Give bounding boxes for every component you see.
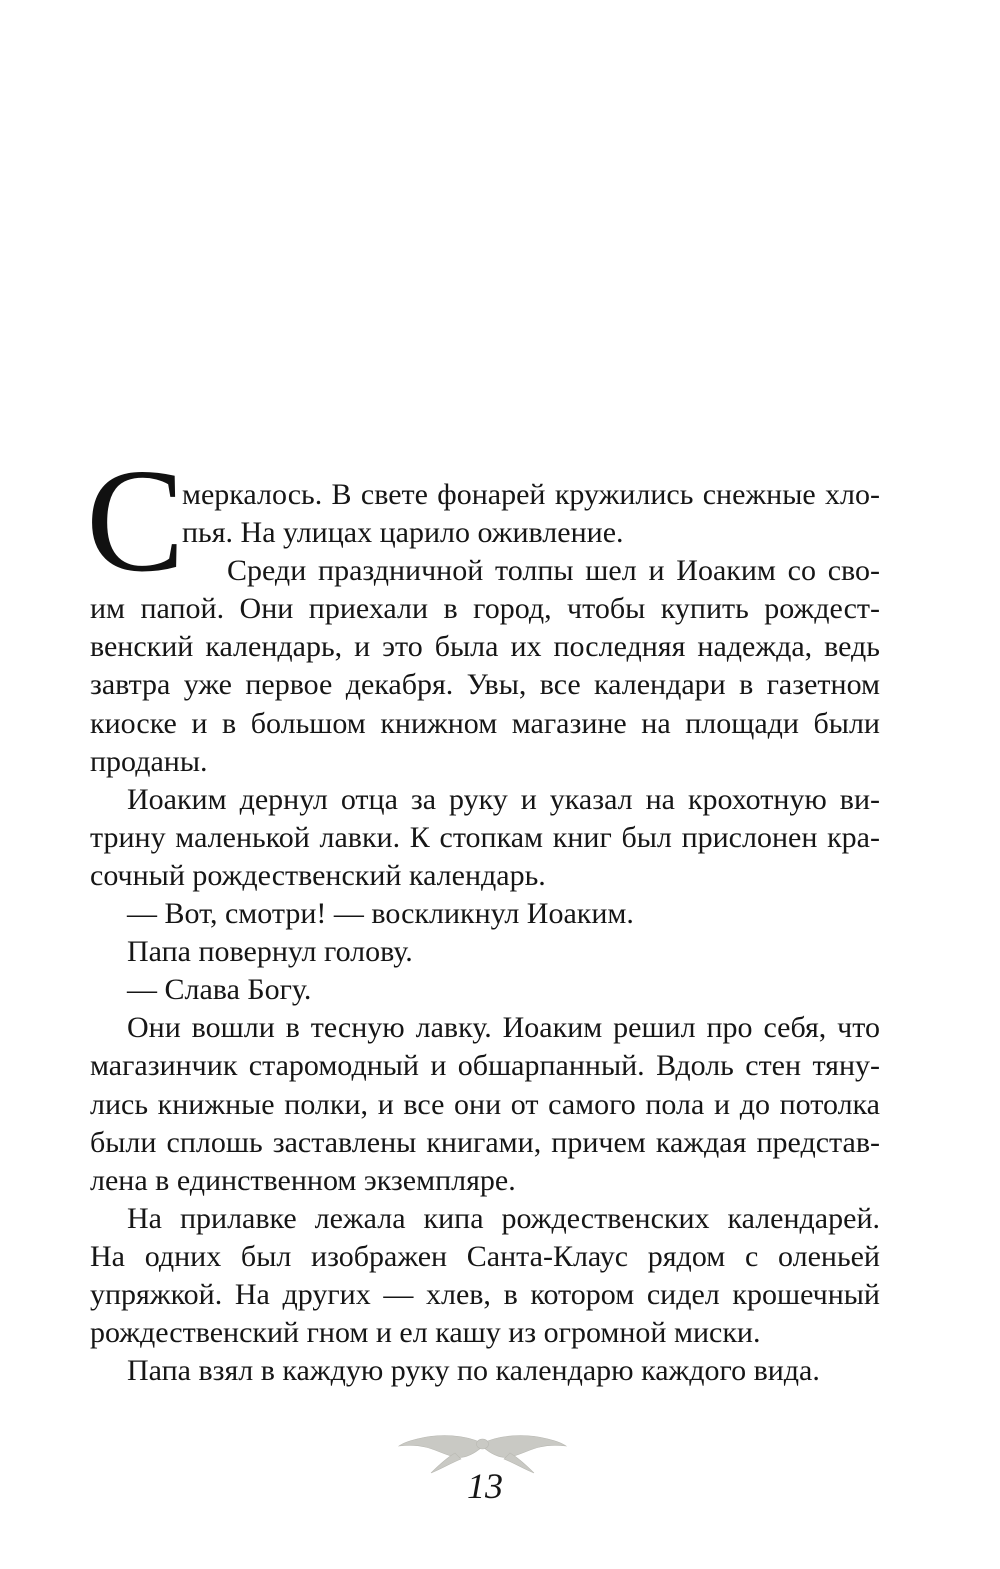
text-line: Они вошли в тесную лавку. Иоаким решил про себя, что [127, 1011, 880, 1045]
text-line: На прилавке лежала кипа рождественских календарей. [127, 1201, 880, 1235]
text-line: венский календарь, и это была их последняя надежда, ведь [90, 630, 880, 664]
page-number: 13 [467, 1466, 503, 1506]
text-line: На одних был изображен Санта-Клаус рядом с оленьей [90, 1239, 880, 1273]
text-line: трину маленькой лавки. К стопкам книг был прислонен кра- [90, 820, 880, 854]
text-line: меркалось. В свете фонарей кружились снежные хло- [182, 478, 880, 511]
text-line: рождественский гном и ел кашу из огромной миски. [90, 1316, 761, 1350]
text-line: лись книжные полки, и все они от самого пола и до потолка [90, 1087, 880, 1121]
text-line: Среди праздничной толпы шел и Иоаким со сво- [227, 554, 880, 588]
drop-cap: С [86, 439, 185, 603]
text-line: сочный рождественский календарь. [90, 858, 546, 892]
text-line: Папа взял в каждую руку по календарю каждого вида. [127, 1354, 820, 1388]
text-line: Папа повернул голову. [127, 935, 413, 969]
text-line: киоске и в большом книжном магазине на площади были [90, 706, 880, 740]
text-line: завтра уже первое декабря. Увы, все календари в газетном [90, 668, 880, 702]
text-line: упряжкой. На других — хлев, в котором сидел крошечный [90, 1277, 880, 1311]
text-line: Иоаким дернул отца за руку и указал на крохотную ви- [127, 782, 880, 816]
text-line: — Слава Богу. [127, 973, 312, 1007]
body-text [90, 476, 880, 1390]
text-line: лена в единственном экземпляре. [90, 1163, 516, 1197]
text-line: были сплошь заставлены книгами, причем каждая представ- [90, 1125, 880, 1159]
text-line: проданы. [90, 744, 208, 778]
text-line: магазинчик старомодный и обшарпанный. Вдоль стен тяну- [90, 1049, 880, 1083]
text-line: им папой. Они приехали в город, чтобы купить рождест- [90, 592, 880, 626]
text-line: пья. На улицах царило оживление. [182, 516, 624, 550]
text-line: — Вот, смотри! — воскликнул Иоаким. [127, 897, 634, 931]
